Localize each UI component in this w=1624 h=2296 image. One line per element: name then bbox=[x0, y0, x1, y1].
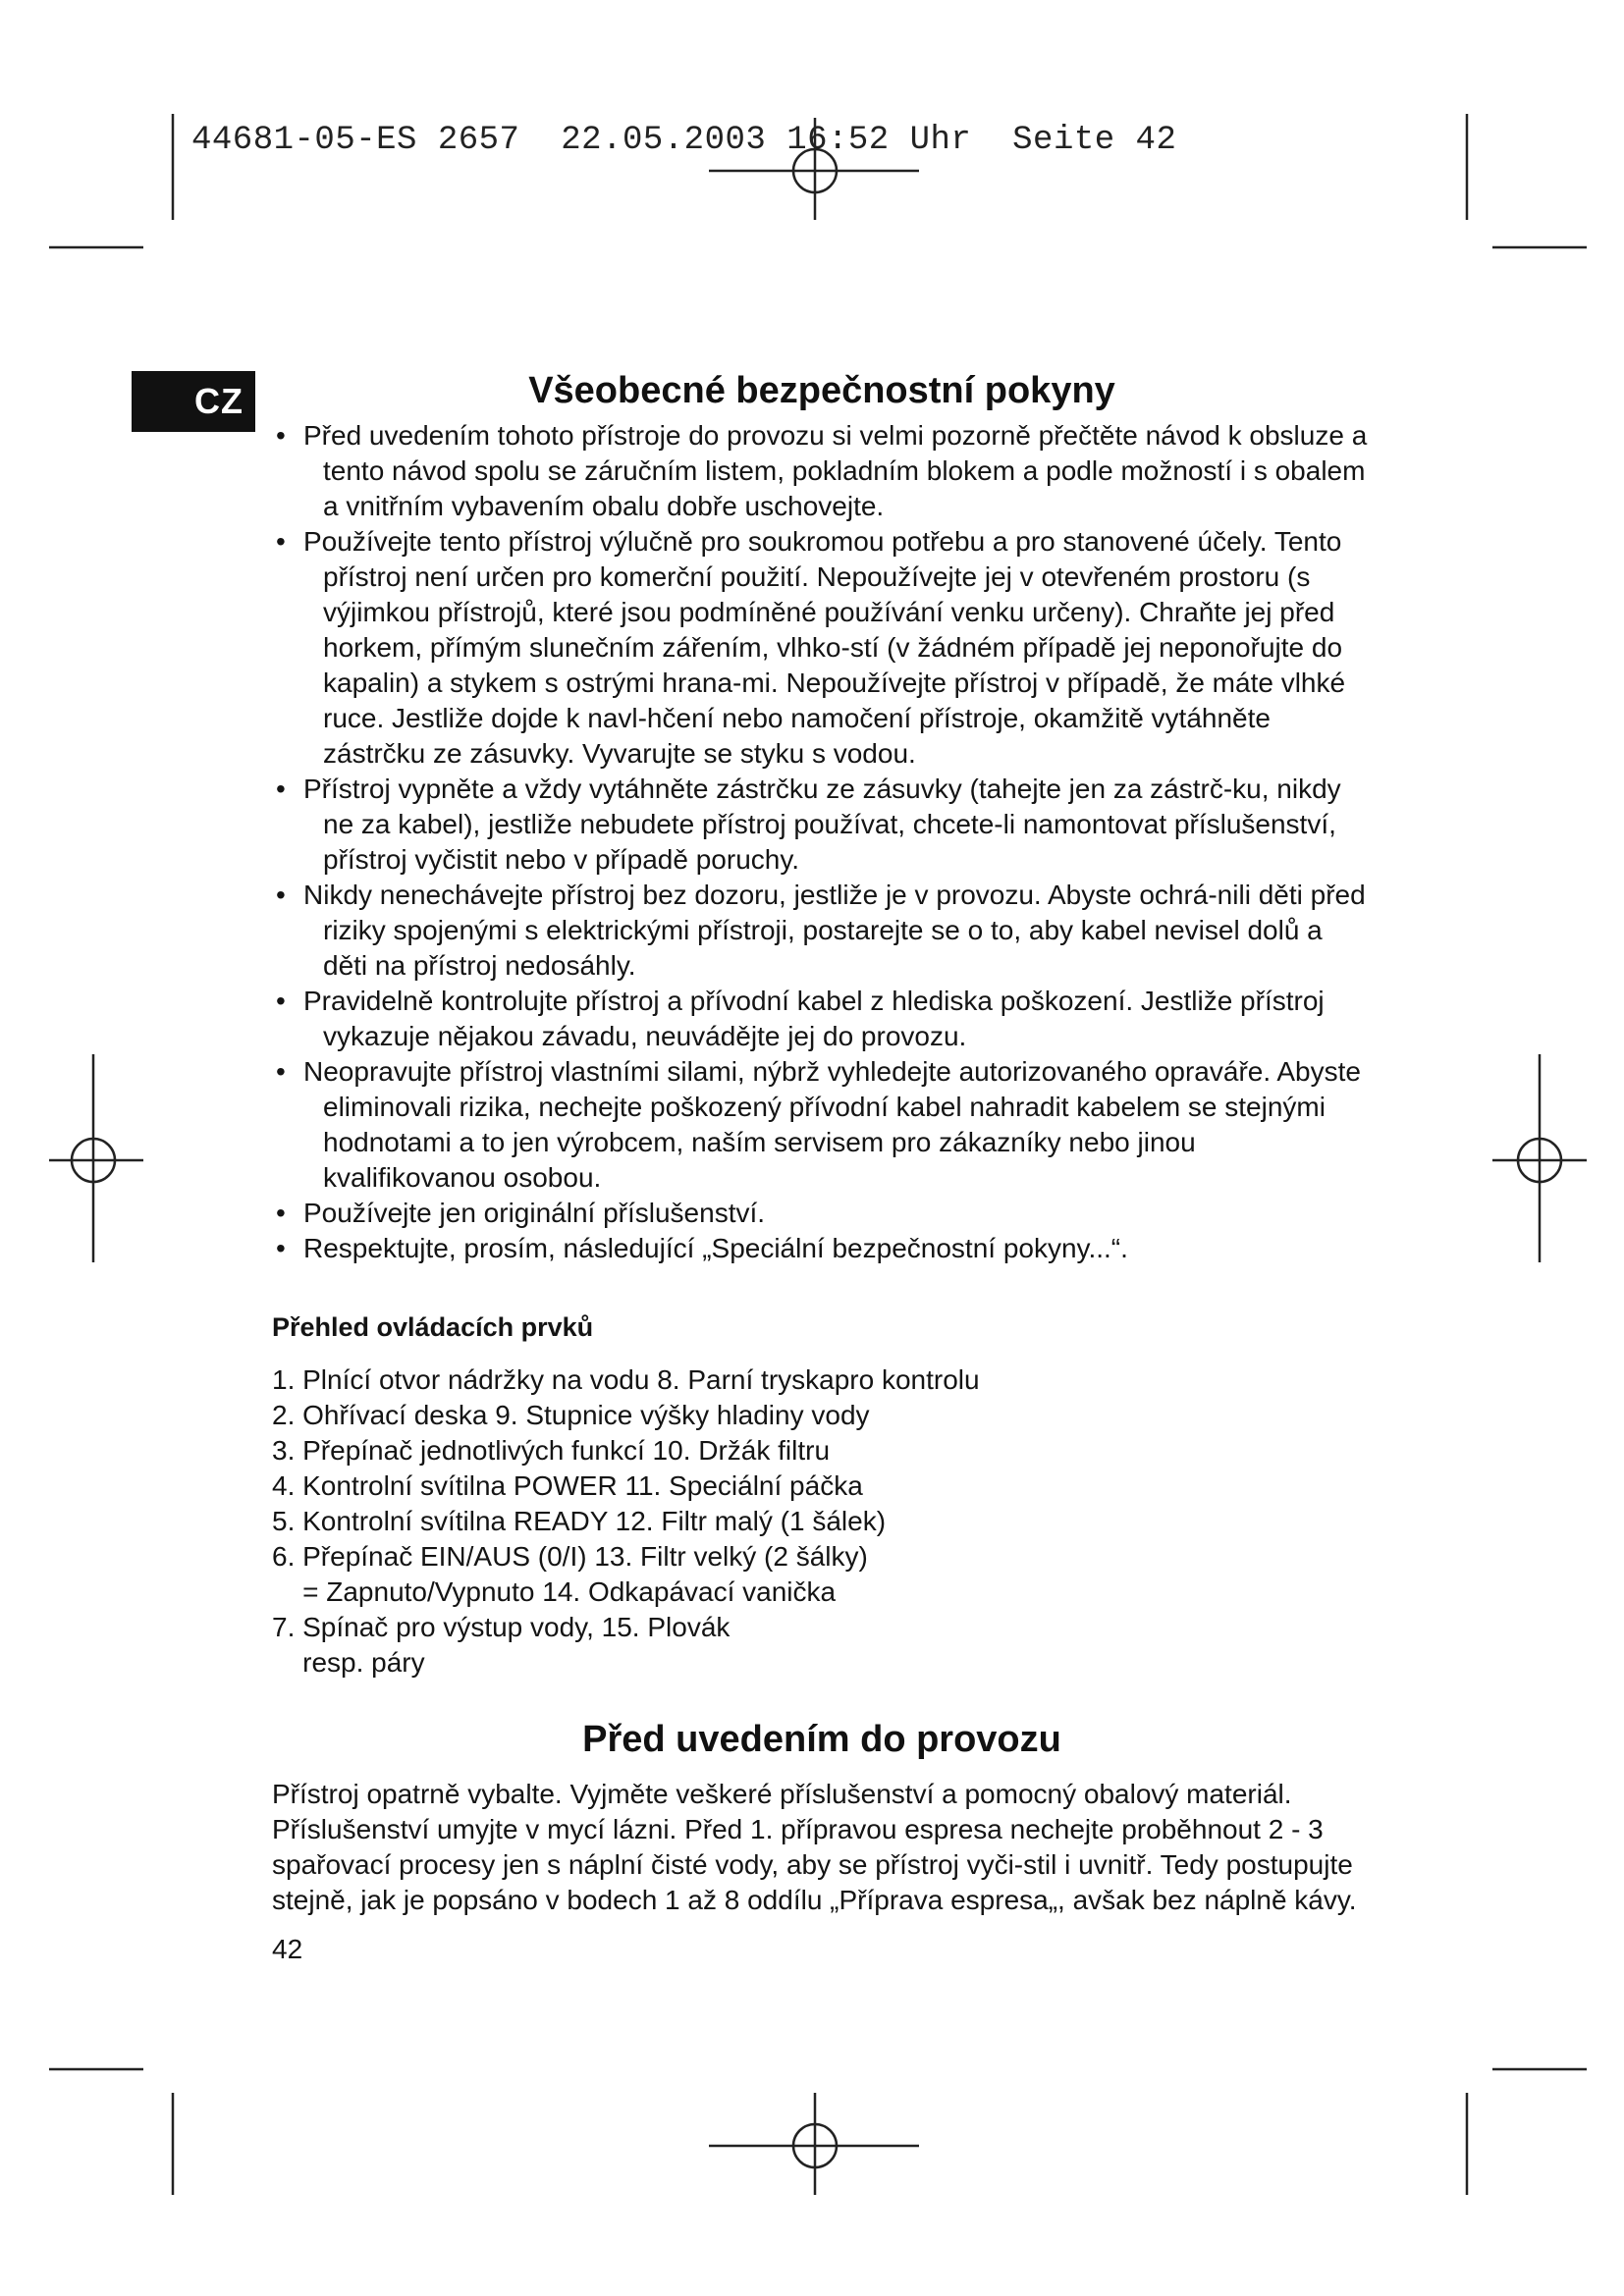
safety-item: • Neopravujte přístroj vlastními silami, nýbrž vyhledejte autorizovaného opraváře. Abyste eliminovali rizika, nechejte poškozený přívodní kabel nahradit kabelem se stejnými hodnotami a to jen výrobcem, naším servisem pro zákazníky nebo jinou kvalifikovanou osobou. bbox=[272, 1054, 1372, 1196]
controls-title: Přehled ovládacích prvků bbox=[272, 1312, 594, 1342]
controls-line: 7. Spínač pro výstup vody, 15. Plovák bbox=[272, 1612, 731, 1642]
controls-line: 2. Ohřívací deska 9. Stupnice výšky hladiny vody bbox=[272, 1400, 870, 1430]
controls-line: 5. Kontrolní svítilna READY 12. Filtr malý (1 šálek) bbox=[272, 1506, 887, 1536]
safety-item: • Používejte tento přístroj výlučně pro soukromou potřebu a pro stanovené účely. Tento přístroj není určen pro komerční použití. Nepoužívejte jej v otevřeném prostoru (s výjimkou přístrojů, které jsou podmíněné používání venku určeny). Chraňte jej před horkem, přímým slunečním zářením, vlhko-stí (v žádném případě jej neponořujte do kapalin) a stykem s ostrými hrana-mi. Nepoužívejte přístroj v případě, že máte vlhké ruce. Jestliže dojde k navl-hčení nebo namočení přístroje, okamžitě vytáhněte zástrčku ze zásuvky. Vyvarujte se styku s vodou. bbox=[272, 524, 1372, 772]
controls-line: 4. Kontrolní svítilna POWER 11. Speciální páčka bbox=[272, 1470, 863, 1501]
safety-item: • Přístroj vypněte a vždy vytáhněte zástrčku ze zásuvky (tahejte jen za zástrč-ku, nikdy ne za kabel), jestliže nebudete přístroj používat, chcete-li namontovat příslušenství, přístroj vyčistit nebo v případě poruchy. bbox=[272, 772, 1372, 878]
controls-list bbox=[272, 1362, 1372, 1681]
safety-item: • Respektujte, prosím, následující „Speciální bezpečnostní pokyny...“. bbox=[272, 1231, 1372, 1266]
controls-line: 3. Přepínač jednotlivých funkcí 10. Držák filtru bbox=[272, 1435, 831, 1466]
page-content bbox=[272, 363, 1372, 1967]
controls-line: 1. Plnící otvor nádržky na vodu 8. Parní tryskapro kontrolu bbox=[272, 1364, 980, 1395]
safety-item: • Pravidelně kontrolujte přístroj a přívodní kabel z hlediska poškození. Jestliže přístroj vykazuje nějakou závadu, neuvádějte jej do provozu. bbox=[272, 984, 1372, 1054]
before-use-title: Před uvedením do provozu bbox=[582, 1719, 1061, 1760]
controls-line: 6. Přepínač EIN/AUS (0/I) 13. Filtr velký (2 šálky) bbox=[272, 1541, 868, 1572]
safety-item: • Nikdy nenechávejte přístroj bez dozoru, jestliže je v provozu. Abyste ochrá-nili děti před riziky spojenými s elektrickými přístroji, postarejte se o to, aby kabel nevisel dolů a děti na přístroj nedosáhly. bbox=[272, 878, 1372, 984]
print-slug-header: 44681-05-ES 2657 22.05.2003 16:52 Uhr Seite 42 bbox=[191, 122, 1177, 159]
safety-list bbox=[272, 418, 1372, 1266]
page-number: 42 bbox=[272, 1934, 303, 1964]
safety-item: • Před uvedením tohoto přístroje do provozu si velmi pozorně přečtěte návod k obsluze a tento návod spolu se záručním listem, pokladním blokem a podle možností i s obalem a vnitřním vybavením obalu dobře uschovejte. bbox=[272, 418, 1372, 524]
before-use-text: Přístroj opatrně vybalte. Vyjměte veškeré příslušenství a pomocný obalový materiál. Příslušenství umyjte v mycí lázni. Před 1. přípravou espresa nechejte proběhnout 2 - 3 spařovací procesy jen s náplní čisté vody, aby se přístroj vyči-stil i uvnitř. Tedy postupujte stejně, jak je popsáno v bodech 1 až 8 oddílu „Příprava espresa„, avšak bez náplně kávy. bbox=[272, 1779, 1357, 1915]
controls-line: resp. páry bbox=[272, 1647, 425, 1678]
controls-line: = Zapnuto/Vypnuto 14. Odkapávací vanička bbox=[272, 1576, 837, 1607]
safety-title: Všeobecné bezpečnostní pokyny bbox=[528, 370, 1115, 411]
safety-item: • Používejte jen originální příslušenství. bbox=[272, 1196, 1372, 1231]
language-tab: CZ bbox=[132, 371, 255, 432]
